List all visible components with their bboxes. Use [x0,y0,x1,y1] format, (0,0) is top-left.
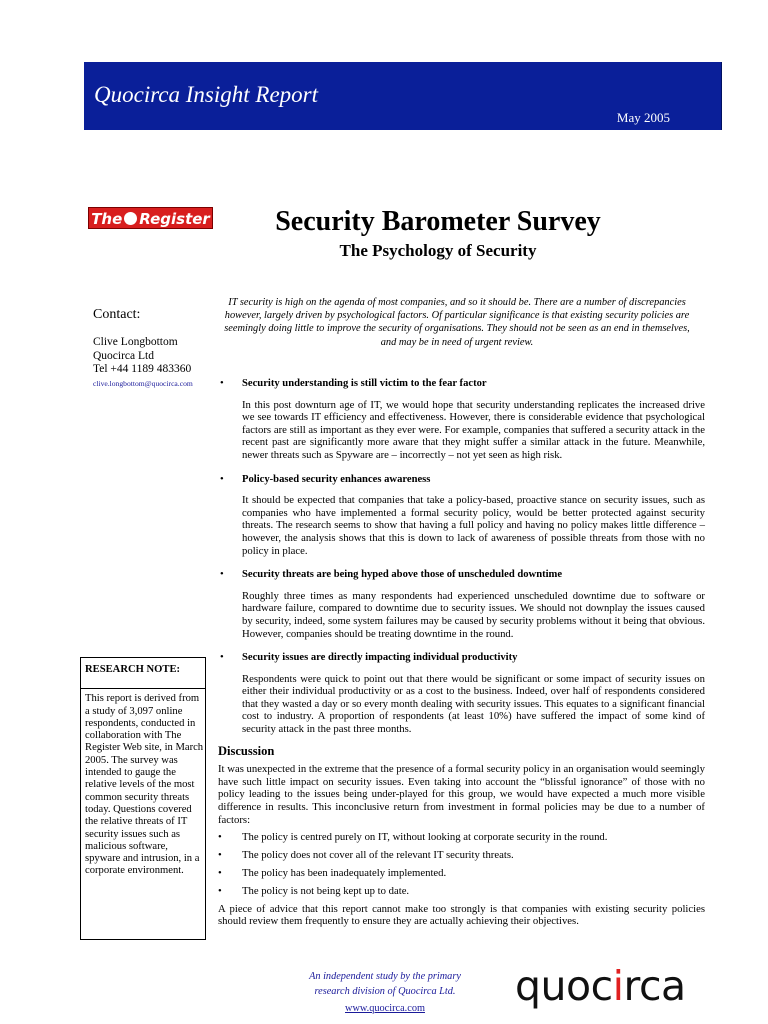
finding-heading: • Policy-based security enhances awareness [220,473,431,485]
finding-body: In this post downturn age of IT, we would hope that security understanding replicates the increased drive we see towards IT efficiency and effectiveness. However, there is considerable evidence that psychological factors are still as important as they ever were. For example, companies that suffered a security attack in the recent past are significantly more aware that they might suffer a similar attack in the future. Meanwhile, newer threats such as Spyware are – incorrectly – not yet seen as high risk. [242,398,705,461]
report-series-title: Quocirca Insight Report [94,82,319,107]
the-register-logo: The Register [88,207,213,229]
footer-tagline-line1: An independent study by the primary [309,971,461,982]
finding-body: Roughly three times as many respondents had experienced unscheduled downtime due to software or hardware failure, compared to downtime due to security issues. We should not downplay the issues caused by security, indeed, some system failures may be caused by security problems without it being that obvious. However, companies should be treating downtime in the round. [242,589,705,640]
bullet-icon: • [218,831,222,844]
contact-company: Quocirca Ltd [93,349,154,362]
bullet-icon: • [220,569,224,581]
document-title: Security Barometer Survey [275,206,601,237]
finding-heading: • Security understanding is still victim to the fear factor [220,378,487,389]
quocirca-logo: quocirca [515,962,686,1010]
bullet-icon: • [220,378,224,389]
discussion-intro: It was unexpected in the extreme that the presence of a formal security policy in an organisation would seemingly have such little impact on security issues. Even taking into account the “blissful ignorance” of those with no policy leading to the issues being under-played for this group, we would have expected a much more visible difference in results. This inconclusive return from investment in formal policies may be due to a number of factors: [218,763,705,826]
bullet-icon: • [218,884,222,897]
report-banner [84,62,722,130]
list-item: • The policy has been inadequately implemented. [218,867,447,879]
document-subtitle: The Psychology of Security [339,241,537,260]
research-note-text: This report is derived from a study of 3,097 online respondents, conducted in collaboration with The Register Web site, in March 2005. The survey was intended to gauge the relative levels of the most common security threats today. Questions covered the relative threats of IT security issues such as malicious software, spyware and intrusion, in a corporate environment. [85,693,204,877]
footer-tagline-line2: research division of Quocirca Ltd. [314,986,456,998]
bullet-icon: • [220,652,224,664]
research-note-title: RESEARCH NOTE: [85,664,181,675]
abstract: IT security is high on the agenda of most companies, and so it should be. There are a number of discrepancies however, largely driven by psychological factors. Of particular significance is that existing security policies are seemingly doing little to improve the security of organisations. They should not be seen as an end in themselves, and may be in need of urgent review. [224,297,690,348]
bullet-icon: • [218,849,222,862]
footer-tagline [285,969,485,999]
bullet-icon: • [218,867,222,879]
bullet-icon: • [220,473,224,485]
list-item: • The policy does not cover all of the relevant IT security threats. [218,849,514,862]
contact-heading: Contact: [93,307,141,322]
research-note-box [80,657,206,940]
contact-tel: Tel +44 1189 483360 [93,363,192,375]
discussion-closing: A piece of advice that this report cannot make too strongly is that companies with existing security policies should review them frequently to ensure they are actually achieving their objectives. [218,902,705,928]
main-column [218,378,705,928]
finding-heading: • Security threats are being hyped above those of unscheduled downtime [220,569,563,581]
finding-body: It should be expected that companies that take a policy-based, proactive stance on security issues, such as companies who have implemented a formal security policy, would be better protected against security threats. The research seems to show that having a full policy and having no policy makes little difference – however, the analysis shows that this is down to lack of awareness of possible threats from those with no policy in place. [242,494,705,557]
finding-heading: • Security issues are directly impacting individual productivity [220,652,518,664]
contact-email-link[interactable]: clive.longbottom@quocirca.com [93,378,193,388]
discussion-heading: Discussion [218,743,275,758]
report-date: May 2005 [616,110,670,125]
register-logo-icon [124,212,137,225]
finding-body: Respondents were quick to point out that there would be significant or some impact of security issues on either their individual productivity or as a cost to the business. Indeed, over half of respondents considered that they wasted a day or so every month dealing with security issues. This equates to a significant financial cost to industry. A proportion of respondents (at least 10%) have suffered the impact of some kind of security attack in the past three months. [242,672,705,736]
footer-url-link[interactable]: www.quocirca.com [345,1003,425,1014]
divider [81,688,205,689]
contact-name: Clive Longbottom [93,336,178,348]
contact-details [93,336,193,390]
list-item: • The policy is centred purely on IT, without looking at corporate security in the round. [218,831,608,844]
list-item: • The policy is not being kept up to date. [218,884,410,897]
discussion-factors-list [218,831,705,897]
